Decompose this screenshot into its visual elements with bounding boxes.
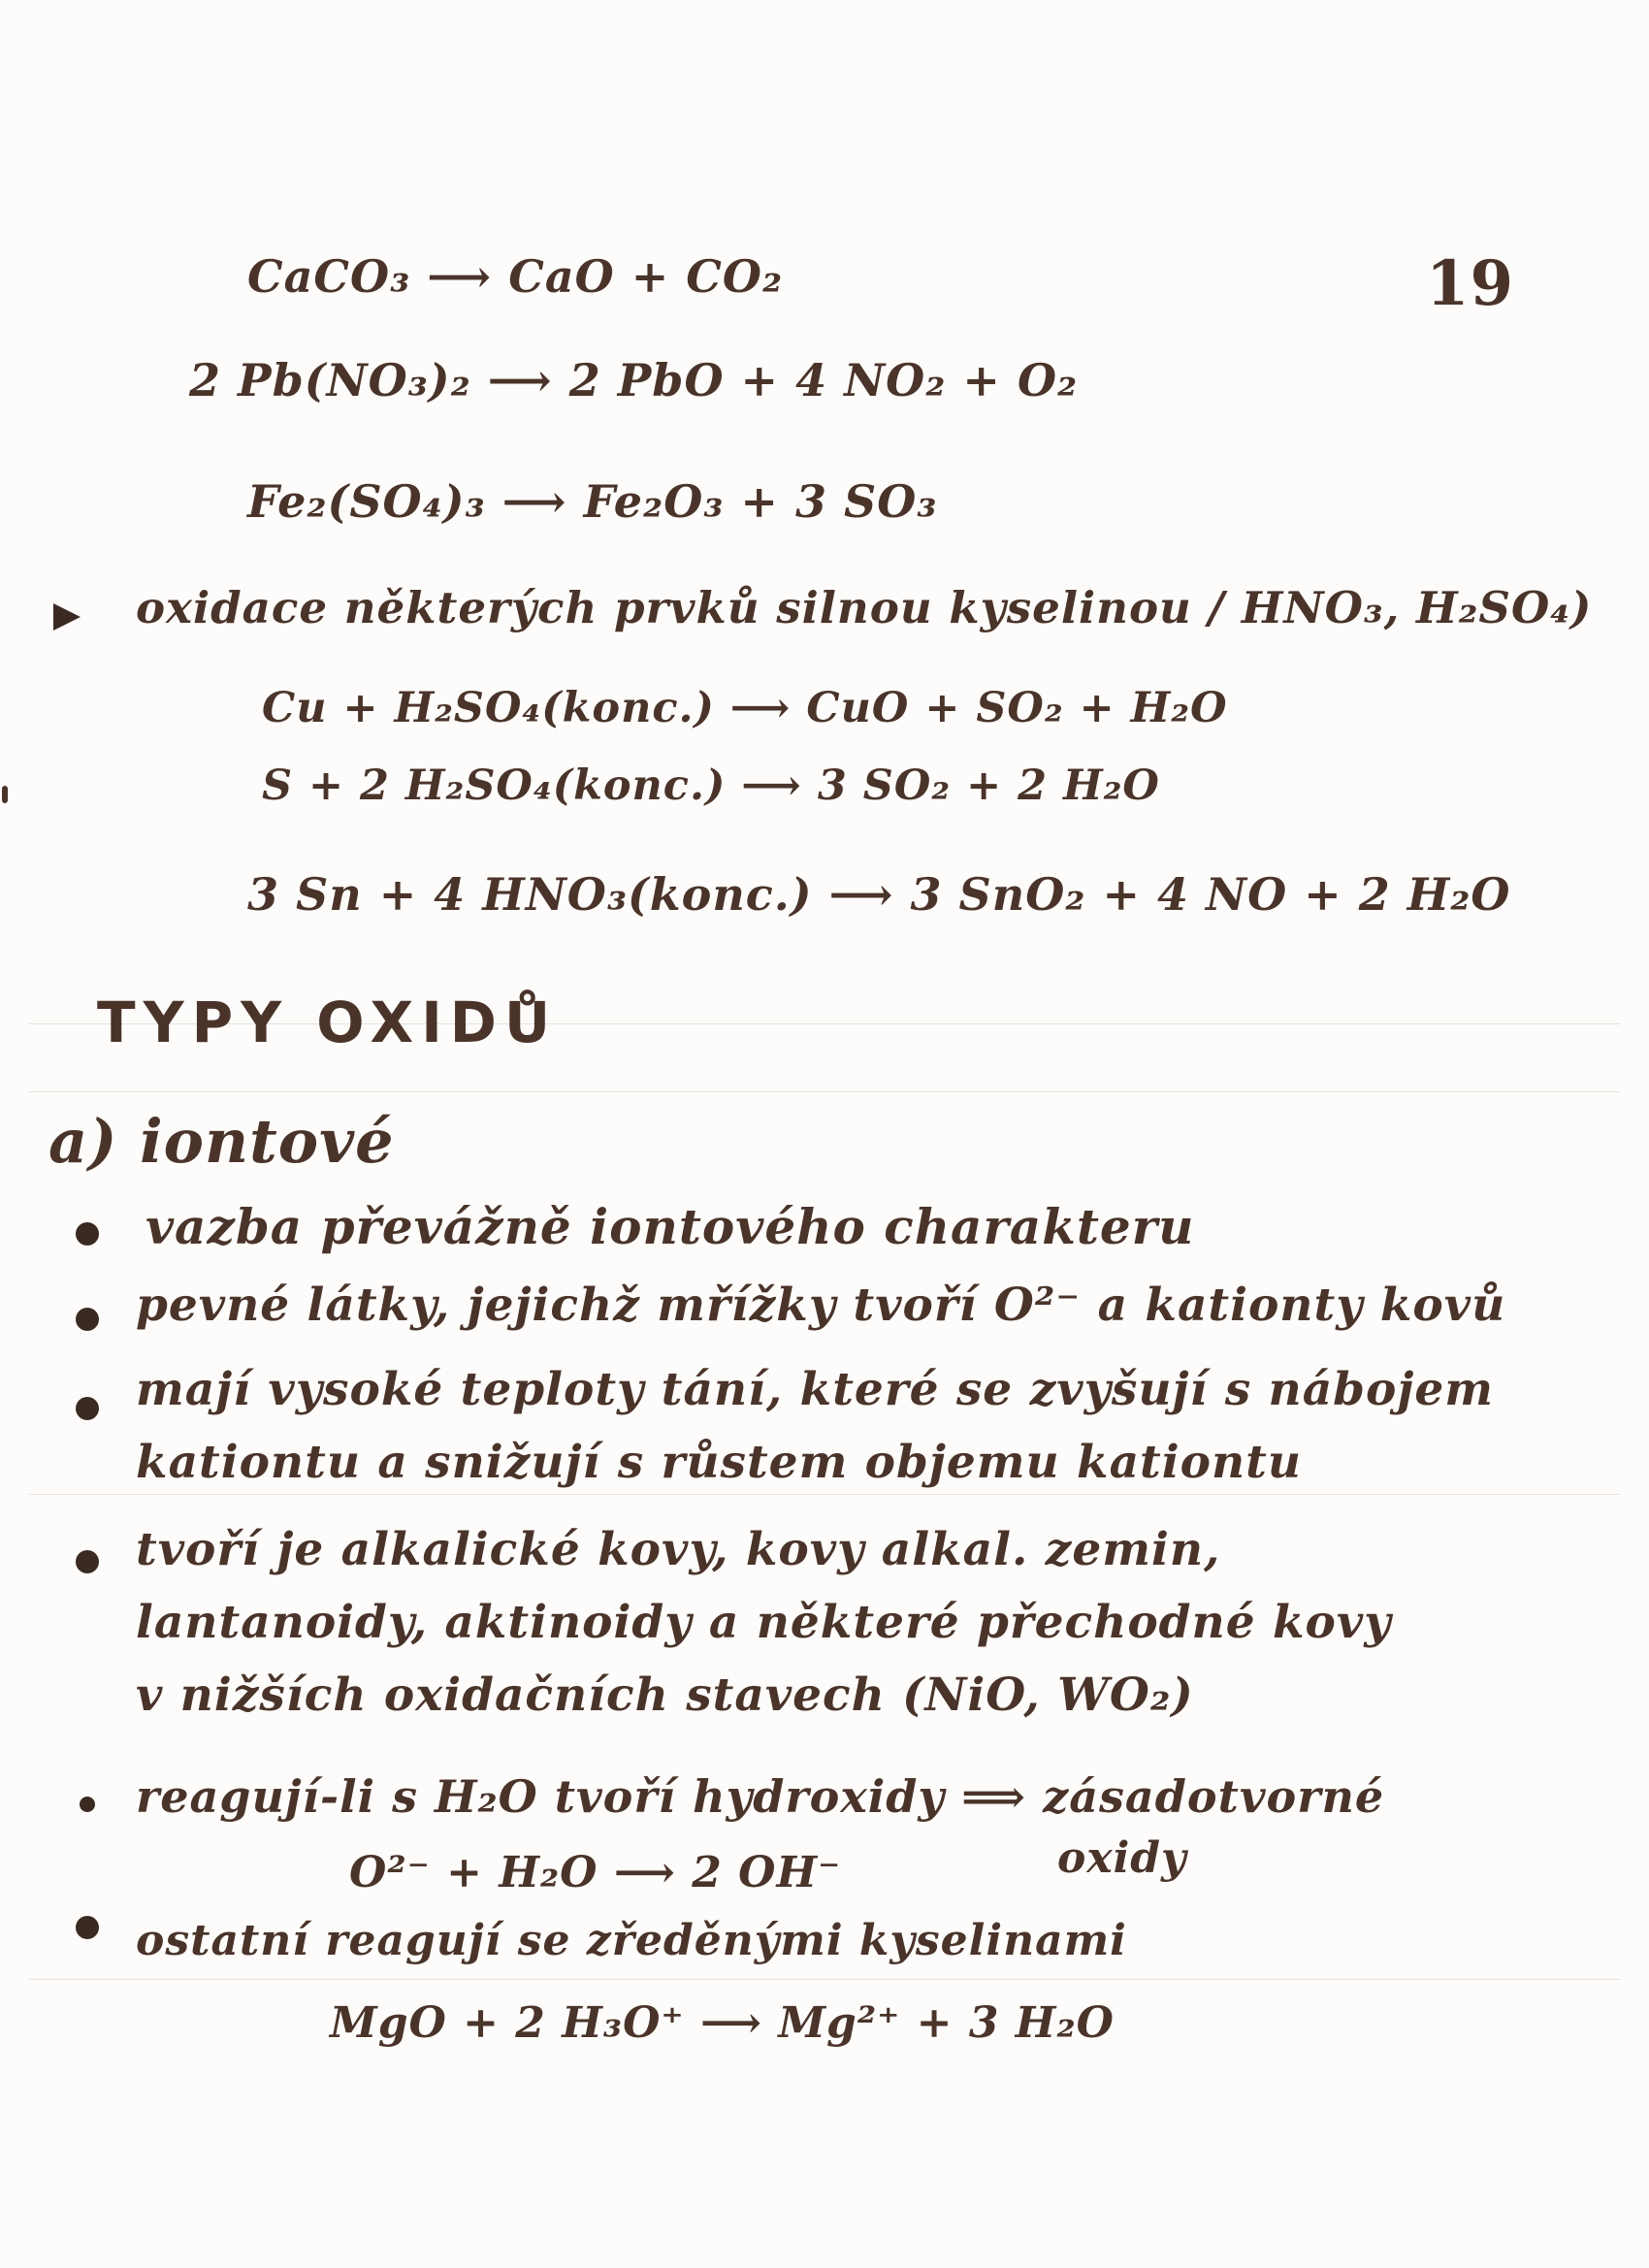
arrow-bullet-icon	[53, 603, 81, 631]
equation-line: 2 Pb(NO₃)₂ ⟶ 2 PbO + 4 NO₂ + O₂	[189, 354, 1079, 406]
bullet-dot-icon	[80, 1797, 95, 1812]
list-item: vazba převážně iontového charakteru	[146, 1198, 1195, 1255]
bullet-dot-icon	[76, 1308, 99, 1331]
bullet-dot-icon	[76, 1916, 99, 1939]
list-item: tvoří je alkalické kovy, kovy alkal. zemin,	[136, 1523, 1221, 1576]
list-item: pevné látky, jejichž mřížky tvoří O²⁻ a kationty kovů	[136, 1279, 1506, 1332]
equation-line: CaCO₃ ⟶ CaO + CO₂	[247, 250, 784, 303]
equation-line: O²⁻ + H₂O ⟶ 2 OH⁻	[349, 1848, 842, 1897]
equation-line: MgO + 2 H₃O⁺ ⟶ Mg²⁺ + 3 H₂O	[330, 1998, 1115, 2048]
ruled-line	[29, 1979, 1620, 1980]
ruled-line	[29, 1091, 1620, 1092]
page-number: 19	[1426, 247, 1515, 320]
bullet-dot-icon	[76, 1222, 99, 1246]
bullet-dot-icon	[76, 1550, 99, 1573]
list-item-continuation: kationtu a snižují s růstem objemu kationtu	[136, 1436, 1303, 1489]
margin-mark	[2, 786, 8, 803]
section-heading: TYPY OXIDŮ	[97, 989, 559, 1055]
ruled-line	[29, 1494, 1620, 1495]
list-item-continuation: oxidy	[1057, 1833, 1187, 1883]
equation-line: S + 2 H₂SO₄(konc.) ⟶ 3 SO₂ + 2 H₂O	[262, 761, 1160, 810]
equation-line: 3 Sn + 4 HNO₃(konc.) ⟶ 3 SnO₂ + 4 NO + 2 H₂O	[247, 868, 1511, 921]
equation-line: Fe₂(SO₄)₃ ⟶ Fe₂O₃ + 3 SO₃	[247, 475, 938, 528]
list-item-continuation: v nižších oxidačních stavech (NiO, WO₂)	[136, 1669, 1194, 1722]
bullet-dot-icon	[76, 1397, 99, 1420]
list-item-continuation: lantanoidy, aktinoidy a některé přechodné kovy	[136, 1596, 1392, 1649]
list-item: reagují-li s H₂O tvoří hydroxidy ⟹ zásadotvorné	[136, 1770, 1385, 1823]
equation-line: Cu + H₂SO₄(konc.) ⟶ CuO + SO₂ + H₂O	[262, 684, 1228, 732]
list-item: mají vysoké teploty tání, které se zvyšují s nábojem	[136, 1363, 1495, 1416]
list-item: ostatní reagují se zředěnými kyselinami	[136, 1916, 1127, 1965]
subsection-heading: a) iontové	[48, 1106, 395, 1177]
oxidation-bullet-text: oxidace některých prvků silnou kyselinou / HNO₃, H₂SO₄)	[136, 582, 1593, 633]
